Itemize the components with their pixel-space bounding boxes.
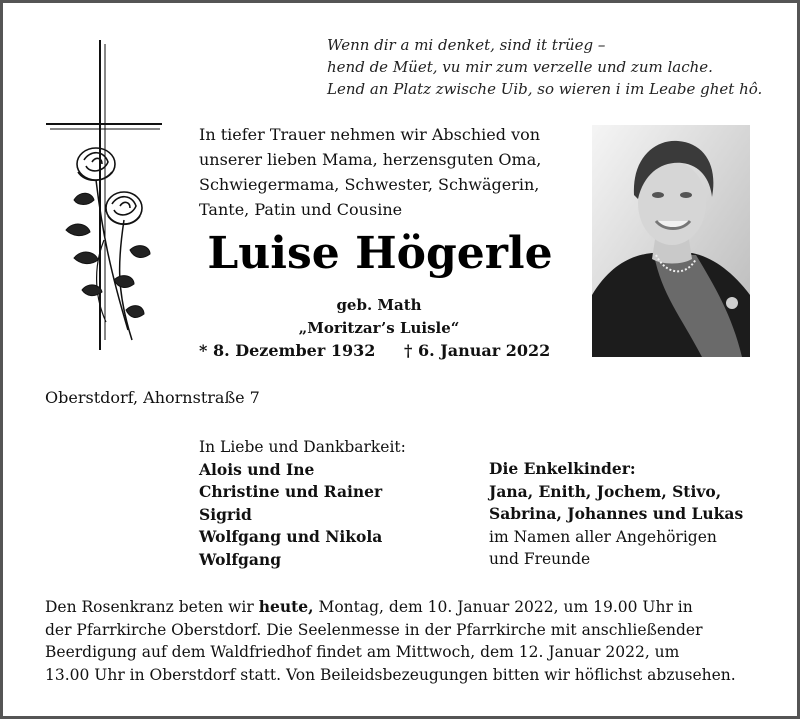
birth-name: geb. Math <box>336 296 422 314</box>
closing-line: und Freunde <box>489 550 591 568</box>
family-member: Sigrid <box>199 504 252 524</box>
intro-text <box>199 122 569 222</box>
mourners-intro: In Liebe und Dankbarkeit: <box>199 438 406 456</box>
poem <box>327 34 767 100</box>
poem-line: hend de Müet, vu mir zum verzelle und zum lache. <box>327 58 713 76</box>
intro-line: Tante, Patin und Cousine <box>199 200 403 219</box>
poem-line: Lend an Platz zwische Uib, so wieren i im Leabe ghet hô. <box>327 80 763 98</box>
family-member: Wolfgang und Nikola <box>199 527 383 546</box>
notice-text: Montag, dem 10. Januar 2022, um 19.00 Uhr in <box>313 598 693 616</box>
deceased-name: Luise Högerle <box>207 228 553 279</box>
life-dates <box>199 341 561 360</box>
notice-line: 13.00 Uhr in Oberstdorf statt. Von Beileidsbezeugungen bitten wir höflichst abzusehen. <box>45 665 736 684</box>
intro-line: In tiefer Trauer nehmen wir Abschied von <box>199 125 541 144</box>
grandchildren-line: Jana, Enith, Jochem, Stivo, <box>489 481 722 501</box>
notice-emphasis: heute, <box>258 597 314 616</box>
portrait-photo <box>592 125 750 357</box>
intro-line: Schwiegermama, Schwester, Schwägerin, <box>199 175 540 194</box>
closing-line: im Namen aller Angehörigen <box>489 527 717 546</box>
service-notice <box>45 596 757 686</box>
intro-line: unserer lieben Mama, herzensguten Oma, <box>199 150 542 169</box>
cross-with-roses-icon <box>44 40 164 350</box>
family-member: Christine und Rainer <box>199 482 383 501</box>
mourners-grandchildren <box>489 458 743 571</box>
family-member: Alois und Ine <box>199 459 315 479</box>
birth-date: * 8. Dezember 1932 <box>199 341 376 360</box>
family-member: Wolfgang <box>199 549 282 569</box>
death-date: † 6. Januar 2022 <box>404 341 551 360</box>
poem-line: Wenn dir a mi denket, sind it trüeg – <box>327 36 606 54</box>
grandchildren-line: Sabrina, Johannes und Lukas <box>489 504 744 523</box>
notice-text: Den Rosenkranz beten wir <box>45 598 259 616</box>
notice-line <box>45 596 757 619</box>
grandchildren-heading: Die Enkelkinder: <box>489 459 636 478</box>
mourners-family <box>199 436 406 571</box>
nickname: „Moritzar’s Luisle“ <box>298 319 460 337</box>
notice-line: Beerdigung auf dem Waldfriedhof findet am Mittwoch, dem 12. Januar 2022, um <box>45 643 680 661</box>
notice-line: der Pfarrkirche Oberstdorf. Die Seelenmesse in der Pfarrkirche mit anschließender <box>45 620 703 639</box>
deceased-details <box>200 294 558 340</box>
address: Oberstdorf, Ahornstraße 7 <box>45 388 260 407</box>
